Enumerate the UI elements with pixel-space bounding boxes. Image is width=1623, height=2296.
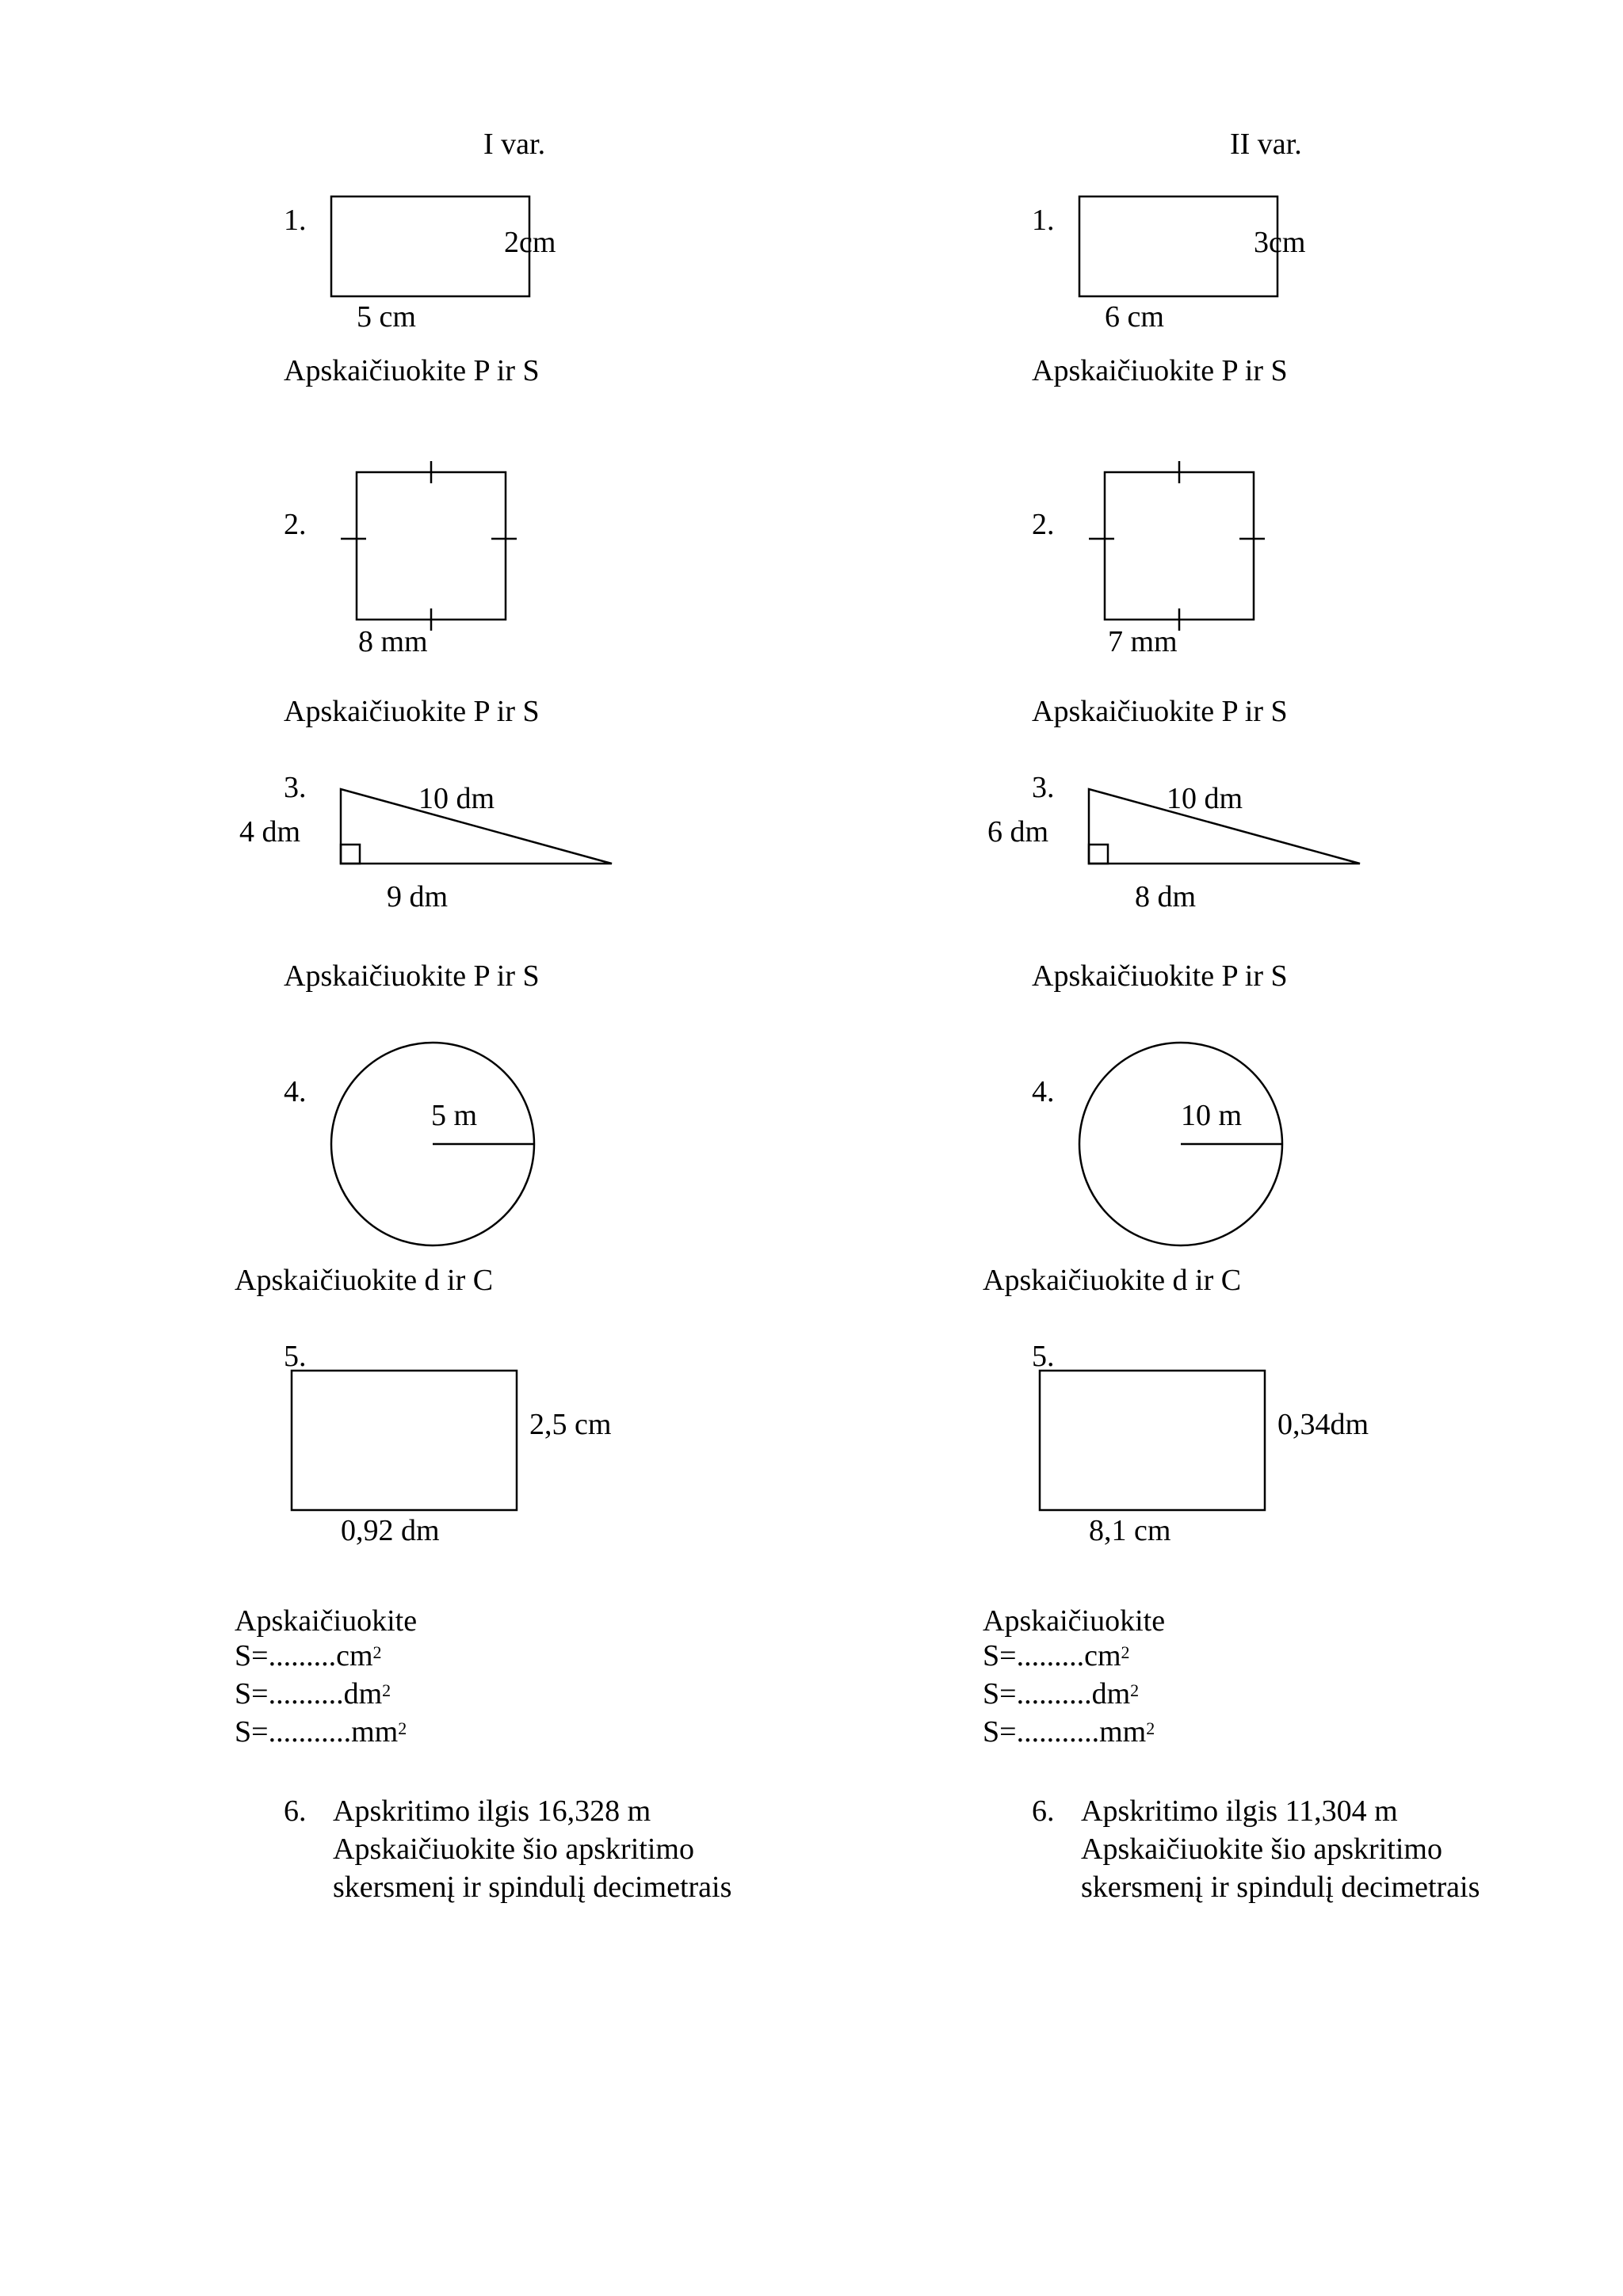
base-label: 6 cm (1105, 300, 1164, 334)
side-label: 7 mm (1108, 625, 1178, 658)
side-label: 8 mm (358, 625, 428, 658)
variant-title: I var. (483, 128, 546, 161)
radius-label: 10 m (1181, 1099, 1243, 1132)
base-label: 0,92 dm (341, 1514, 440, 1547)
question-text: Apskaičiuokite šio apskritimo (1081, 1833, 1442, 1866)
base-label: 8,1 cm (1089, 1514, 1171, 1547)
task-text: Apskaičiuokite P ir S (1032, 695, 1288, 728)
radius-label: 5 m (431, 1099, 478, 1132)
task-text: Apskaičiuokite (983, 1604, 1166, 1638)
task-text: Apskaičiuokite P ir S (284, 959, 540, 993)
question-text: skersmenį ir spindulį decimetrais (333, 1871, 732, 1904)
side-label: 0,34dm (1277, 1408, 1369, 1441)
question-number: 4. (284, 1075, 307, 1108)
horizontal-leg-label: 9 dm (387, 880, 449, 913)
base-label: 5 cm (357, 300, 416, 334)
question-number: 3. (1032, 771, 1055, 804)
answer-line: $S=..........dm^2$ (983, 1677, 1140, 1711)
task-text: Apskaičiuokite (235, 1604, 418, 1638)
answer-line: $S=...........mm^2$ (235, 1715, 407, 1749)
question-number: 2. (284, 508, 307, 541)
variant-title: II var. (1230, 128, 1302, 161)
side-label: 3cm (1254, 226, 1306, 259)
question-number: 6. (284, 1794, 307, 1828)
question-number: 4. (1032, 1075, 1055, 1108)
question-number: 5. (284, 1340, 307, 1373)
task-text: Apskaičiuokite P ir S (284, 695, 540, 728)
question-number: 3. (284, 771, 307, 804)
vertical-leg-label: 6 dm (987, 815, 1049, 849)
question-number: 1. (1032, 204, 1055, 237)
task-text: Apskaičiuokite d ir C (235, 1264, 494, 1297)
question-number: 5. (1032, 1340, 1055, 1373)
question-number: 6. (1032, 1794, 1055, 1828)
vertical-leg-label: 4 dm (239, 815, 301, 849)
hypotenuse-label: 10 dm (418, 782, 495, 815)
hypotenuse-label: 10 dm (1167, 782, 1243, 815)
answer-line: $S=..........dm^2$ (235, 1677, 391, 1711)
task-text: Apskaičiuokite d ir C (983, 1264, 1242, 1297)
side-label: 2cm (504, 226, 556, 259)
task-text: Apskaičiuokite P ir S (1032, 354, 1288, 387)
answer-line: $S=...........mm^2$ (983, 1715, 1155, 1749)
question-text: Apskritimo ilgis 16,328 m (333, 1794, 651, 1828)
question-text: Apskritimo ilgis 11,304 m (1081, 1794, 1398, 1828)
question-text: skersmenį ir spindulį decimetrais (1081, 1871, 1480, 1904)
question-text: Apskaičiuokite šio apskritimo (333, 1833, 694, 1866)
horizontal-leg-label: 8 dm (1135, 880, 1197, 913)
task-text: Apskaičiuokite P ir S (1032, 959, 1288, 993)
question-number: 1. (284, 204, 307, 237)
answer-line: $S=.........cm^2$ (235, 1639, 382, 1672)
side-label: 2,5 cm (529, 1408, 612, 1441)
question-number: 2. (1032, 508, 1055, 541)
task-text: Apskaičiuokite P ir S (284, 354, 540, 387)
answer-line: $S=.........cm^2$ (983, 1639, 1130, 1672)
